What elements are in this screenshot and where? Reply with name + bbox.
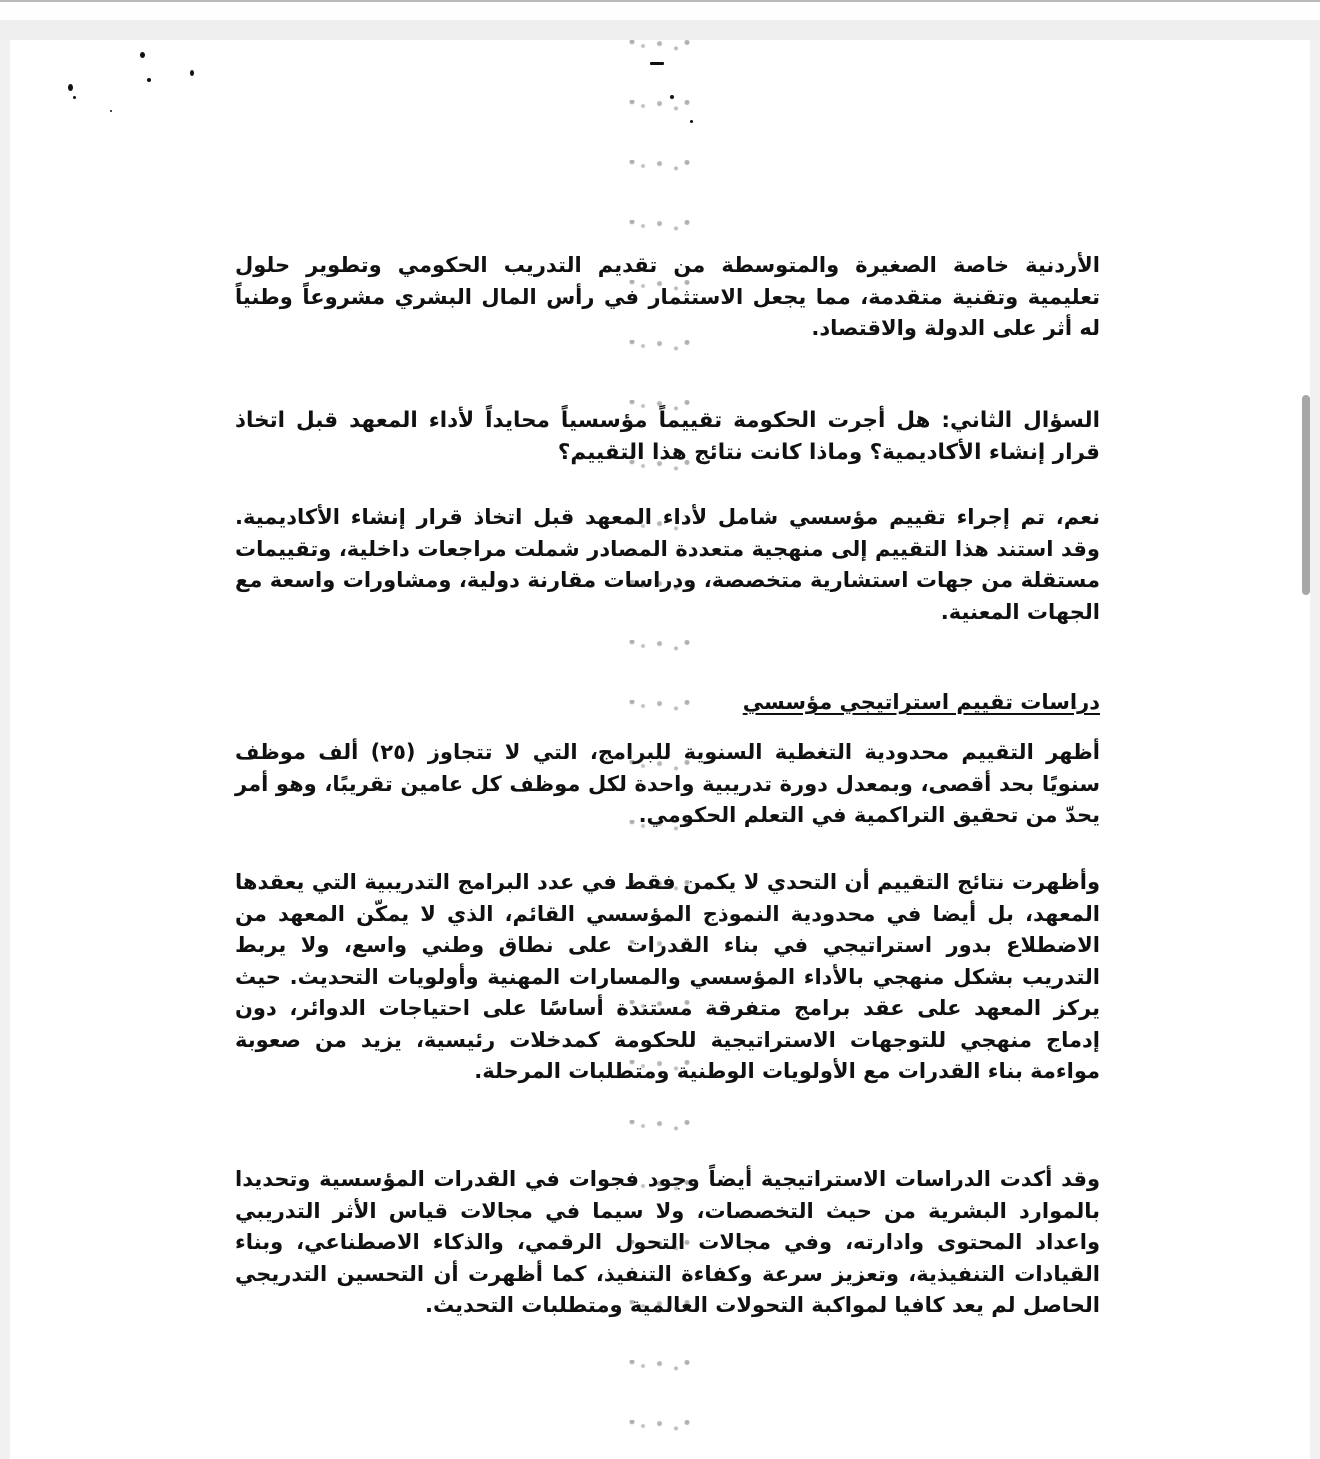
paragraph-intro-continuation: [235, 250, 1100, 345]
paragraph-challenge-finding: [235, 867, 1100, 1088]
scan-speck: [650, 62, 664, 65]
paragraph-text: وأظهرت نتائج التقييم أن التحدي لا يكمن فقط في عدد البرامج التدريبية التي يعقدها المعهد، بل أيضا في محدودية النموذج المؤسسي القائم، الذي لا يمكّن المعهد من الاضطلاع بدور استراتيجي في بناء القدرات على نطاق وطني واسع، ولا يربط التدريب بشكل منهجي بالأداء المؤسسي والمسارات المهنية وأولويات التحديث. حيث يركز المعهد على عقد برامج متفرقة مستندة أساسًا على احتياجات الدوائر، دون إدماج منهجي للتوجهات الاستراتيجية للحكومة كمدخلات رئيسية، يزيد من صعوبة مواءمة بناء القدرات مع الأولويات الوطنية ومتطلبات المرحلة.: [235, 870, 1100, 1083]
question-two: [235, 405, 1100, 468]
answer-text: نعم، تم إجراء تقييم مؤسسي شامل لأداء المعهد قبل اتخاذ قرار إنشاء الأكاديمية. وقد استند هذا التقييم إلى منهجية متعددة المصادر شملت مراجعات داخلية، وتقييمات مستقلة من جهات استشارية متخصصة، ودراسات مقارنة دولية، ومشاورات واسعة مع الجهات المعنية.: [235, 505, 1100, 624]
viewer-left-margin: [0, 40, 10, 1459]
question-text: السؤال الثاني: هل أجرت الحكومة تقييماً مؤسسياً محايداً لأداء المعهد قبل اتخاذ قرار إنشاء الأكاديمية؟ وماذا كانت نتائج هذا التقييم؟: [235, 408, 1100, 465]
scan-speck: [140, 52, 145, 58]
paragraph-coverage-finding: [235, 737, 1100, 832]
paragraph-gaps-finding: [235, 1164, 1100, 1322]
vertical-scrollbar-thumb[interactable]: [1302, 395, 1310, 595]
paragraph-text: أظهر التقييم محدودية التغطية السنوية للبرامج، التي لا تتجاوز (٢٥) ألف موظف سنويًا بحد أقصى، وبمعدل دورة تدريبية واحدة لكل موظف كل عامين تقريبًا، وهو أمر يحدّ من تحقيق التراكمية في التعلم الحكومي.: [235, 740, 1100, 827]
answer-two: [235, 502, 1100, 628]
scan-speck: [110, 110, 112, 112]
viewer-top-strip: [0, 2, 1320, 20]
scan-speck: [690, 120, 693, 123]
scan-speck: [670, 95, 674, 99]
scan-speck: [147, 78, 151, 82]
paragraph-text: الأردنية خاصة الصغيرة والمتوسطة من تقديم التدريب الحكومي وتطوير حلول تعليمية وتقنية متقدمة، مما يجعل الاستثمار في رأس المال البشري مشروعاً وطنياً له أثر على الدولة والاقتصاد.: [235, 253, 1100, 340]
scan-speck: [73, 96, 76, 99]
scanned-document-page: [10, 40, 1310, 1459]
scan-speck: [68, 84, 73, 91]
viewer-toolbar-band: [0, 20, 1320, 40]
scan-speck: [190, 70, 194, 76]
vertical-scrollbar-track[interactable]: [1310, 40, 1320, 1459]
section-heading-text: دراسات تقييم استراتيجي مؤسسي: [742, 690, 1100, 714]
section-heading: [235, 687, 1100, 717]
paragraph-text: وقد أكدت الدراسات الاستراتيجية أيضاً وجود فجوات في القدرات المؤسسية وتحديدا بالموارد البشرية من حيث التخصصات، ولا سيما في مجالات قياس الأثر التدريبي واعداد المحتوى وادارته، وفي مجالات التحول الرقمي، والذكاء الاصطناعي، وبناء القيادات التنفيذية، وتعزيز سرعة وكفاءة التنفيذ، كما أظهرت أن التحسين التدريجي الحاصل لم يعد كافيا لمواكبة التحولات العالمية ومتطلبات التحديث.: [235, 1167, 1100, 1317]
